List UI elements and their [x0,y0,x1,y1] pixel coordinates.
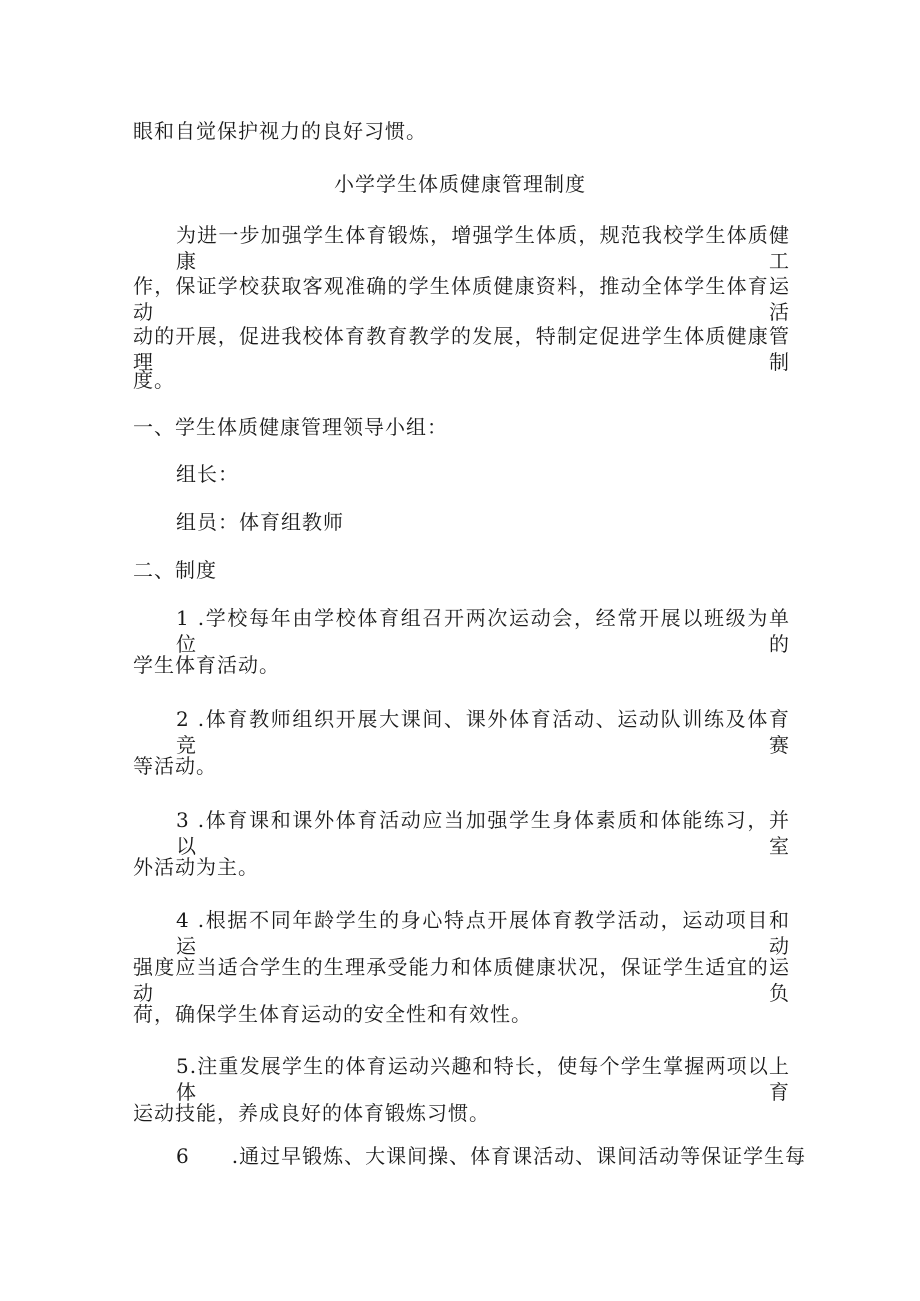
item5-line-2: 运动技能，养成良好的体育锻炼习惯。 [133,1101,490,1125]
item4-line-1: 4 .根据不同年龄学生的身心特点开展体育教学活动，运动项目和运动 [176,908,790,958]
paragraph1-line-1: 为进一步加强学生体育锻炼，增强学生体质，规范我校学生体质健康工 [176,223,790,273]
section1-heading: 一、学生体质健康管理领导小组： [133,415,448,439]
item6-line-1: 6 .通过早锻炼、大课间操、体育课活动、课间活动等保证学生每 [176,1144,807,1168]
item4-line-3: 荷，确保学生体育运动的安全性和有效性。 [133,1002,532,1026]
leader-label: 组长： [176,462,239,486]
item3-line-2: 外活动为主。 [133,855,259,879]
intro-tail-text: 眼和自觉保护视力的良好习惯。 [133,119,427,143]
item1-line-2: 学生体育活动。 [133,653,280,677]
members-label: 组员：体育组教师 [176,510,344,534]
item2-line-2: 等活动。 [133,754,217,778]
item4-line-2: 强度应当适合学生的生理承受能力和体质健康状况，保证学生适宜的运动负 [133,955,790,1005]
paragraph1-line-4: 度。 [133,368,175,392]
section2-heading: 二、制度 [133,558,217,582]
document-title: 小学学生体质健康管理制度 [334,172,586,196]
item1-line-1: 1 .学校每年由学校体育组召开两次运动会，经常开展以班级为单位的 [176,606,790,656]
item2-line-1: 2 .体育教师组织开展大课间、课外体育活动、运动队训练及体育竞赛 [176,707,790,757]
paragraph1-line-3: 动的开展，促进我校体育教育教学的发展，特制定促进学生体质健康管理制 [133,324,790,374]
item3-line-1: 3 .体育课和课外体育活动应当加强学生身体素质和体能练习，并以室 [176,808,790,858]
item5-line-1: 5.注重发展学生的体育运动兴趣和特长，使每个学生掌握两项以上体育 [176,1054,790,1104]
paragraph1-line-2: 作，保证学校获取客观准确的学生体质健康资料，推动全体学生体育运动活 [133,274,790,324]
